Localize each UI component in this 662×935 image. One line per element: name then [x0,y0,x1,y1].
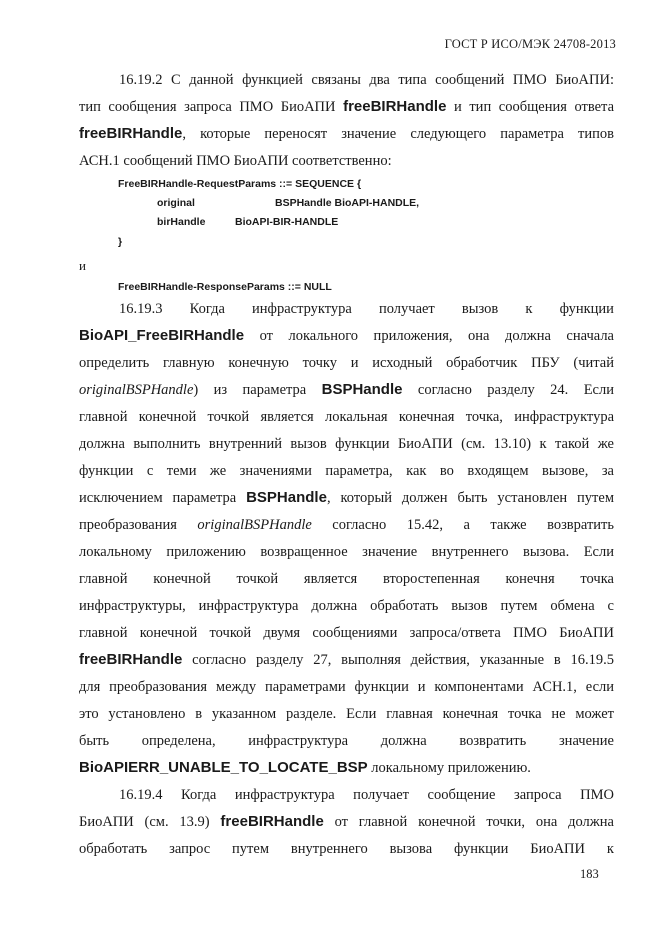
p2-line-14: freeBIRHandle согласно разделу 27, выполняя действия, указанные в 16.19.5 [79,651,614,668]
parameter-name: BSPHandle [321,381,403,398]
p2-line-12: инфраструктуры, инфраструктура должна обработать вызов путем обмена с [79,598,614,614]
message-type-name: freeBIRHandle [343,98,447,115]
asn1-field-name: birHandle [157,216,206,228]
parameter-name: originalBSPHandle [197,517,312,533]
p3-line-2: БиоАПИ (см. 13.9) freeBIRHandle от главной конечной точки, она должна [79,813,614,830]
parameter-name: originalBSPHandle [79,382,194,398]
p2-line-3: определить главную конечную точку и исходный обработчик ПБУ (читай [79,355,614,371]
p2-line-16: это установлено в указанном разделе. Если главная конечная точка не может [79,706,614,722]
p1-line-1: 16.19.2 С данной функцией связаны два типа сообщений ПМО БиоАПИ: [119,72,614,88]
message-type-name: freeBIRHandle [79,125,183,142]
page-number: 183 [580,867,599,881]
p2-line-8: исключением параметра BSPHandle, который должен быть установлен путем [79,489,614,506]
p2-line-13: главной конечной точкой двумя сообщениями запроса/ответа ПМО БиоАПИ [79,625,614,641]
asn1-field-name: original [157,197,195,209]
p2-line-15: для преобразования между параметрами функции и компонентами АСН.1, если [79,679,614,695]
p2-line-6: должна выполнить внутренний вызов функции БиоАПИ (см. 13.10) к такой же [79,436,614,452]
conjunction: и [79,258,86,273]
p2-line-5: главной конечной точкой является локальная конечная точка, инфраструктура [79,409,614,425]
p2-line-18: BioAPIERR_UNABLE_TO_LOCATE_BSP локальному приложению. [79,759,531,776]
running-header: ГОСТ Р ИСО/МЭК 24708-2013 [444,37,616,51]
parameter-name: BSPHandle [246,489,327,506]
p1-line-3: freeBIRHandle, которые переносят значение следующего параметра типов [79,125,614,142]
p1-line-4: АСН.1 сообщений ПМО БиоАПИ соответственно: [79,153,392,169]
p2-line-11: главной конечной точкой является второстепенная конечня точка [79,571,614,587]
p1-line-2: тип сообщения запроса ПМО БиоАПИ freeBIRHandle и тип сообщения ответа [79,98,615,115]
asn1-field-type: BSPHandle BioAPI-HANDLE, [275,197,420,209]
p2-line-1: 16.19.3 Когда инфраструктура получает вызов к функции [119,301,614,317]
p2-line-4: originalBSPHandle) из параметра BSPHandle согласно разделу 24. Если [79,381,614,398]
function-name: BioAPI_FreeBIRHandle [79,327,245,344]
message-type-name: freeBIRHandle [79,651,183,668]
asn1-field-type: BioAPI-BIR-HANDLE [235,216,339,228]
message-type-name: freeBIRHandle [220,813,324,830]
p2-line-17: быть определена, инфраструктура должна возвратить значение [79,733,614,749]
p2-line-9: преобразования originalBSPHandle согласно 15.42, а также возвратить [79,517,614,533]
p2-line-10: локальному приложению возвращенное значение внутреннего вызова. Если [79,544,614,560]
p2-line-7: функции с теми же значениями параметра, как во входящем вызове, за [79,463,614,479]
p2-line-2: BioAPI_FreeBIRHandle от локального приложения, она должна сначала [79,327,614,344]
asn1-response-declaration: FreeBIRHandle-ResponseParams ::= NULL [118,281,332,293]
asn1-request-declaration: FreeBIRHandle-RequestParams ::= SEQUENCE { [118,178,362,190]
error-code: BioAPIERR_UNABLE_TO_LOCATE_BSP [79,759,368,776]
asn1-closing-brace: } [118,236,123,248]
p3-line-1: 16.19.4 Когда инфраструктура получает сообщение запроса ПМО [119,787,614,803]
p3-line-3: обработать запрос путем внутреннего вызова функции БиоАПИ к [79,841,614,857]
